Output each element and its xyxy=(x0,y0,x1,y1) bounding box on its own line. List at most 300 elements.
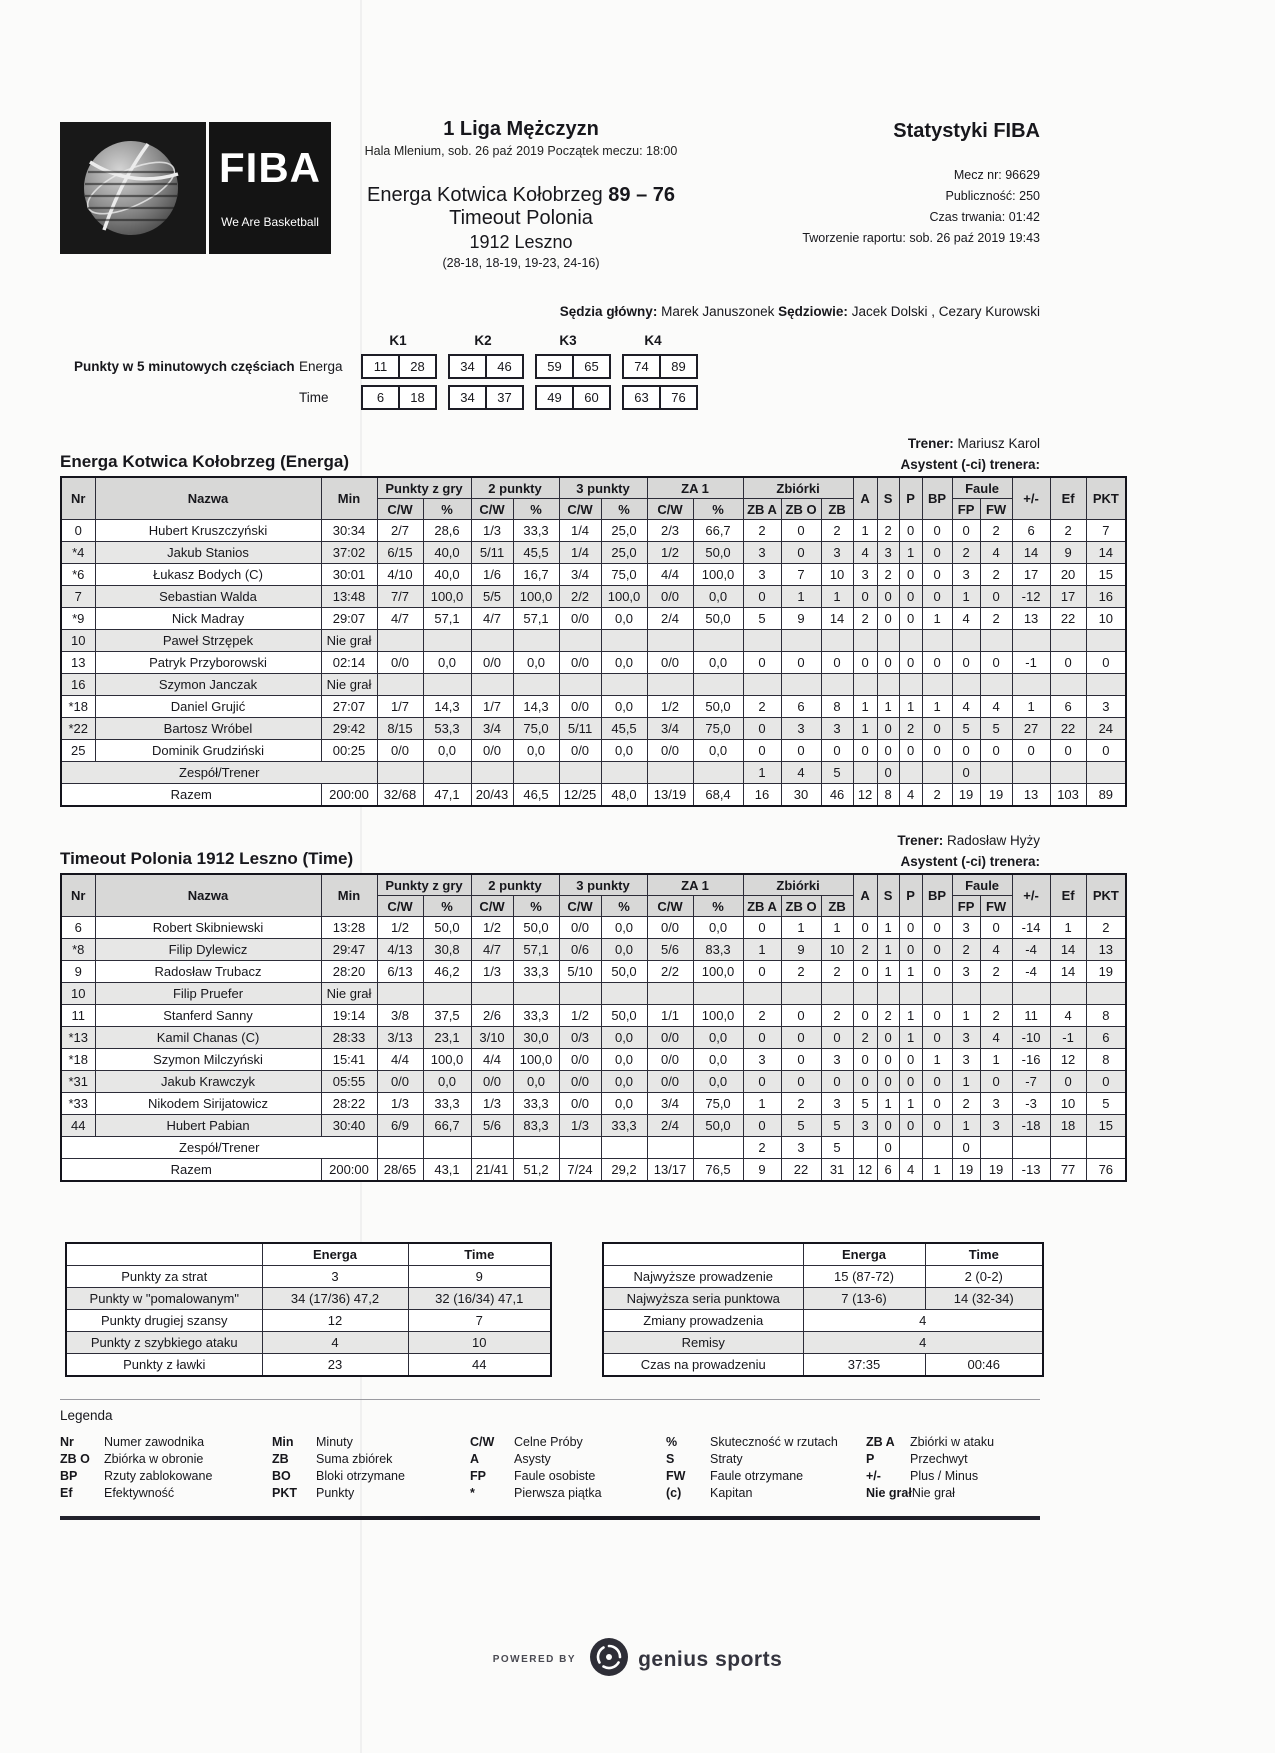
legend-item xyxy=(272,1452,470,1466)
stat-cell xyxy=(980,762,1012,784)
stat-cell: 5 xyxy=(743,608,781,630)
stat-cell: 0 xyxy=(781,1005,821,1027)
summary-column-header xyxy=(66,1243,262,1266)
stat-cell: -10 xyxy=(1012,1027,1050,1049)
stat-cell: 4/13 xyxy=(377,939,423,961)
player-minutes: 13:28 xyxy=(321,917,377,939)
column-header: PKT xyxy=(1086,874,1126,917)
stat-cell: 13 xyxy=(1012,608,1050,630)
legend-item xyxy=(60,1452,272,1466)
stat-cell: 6 xyxy=(1050,696,1086,718)
summary-value: 7 (13-6) xyxy=(803,1288,925,1310)
stat-cell: -13 xyxy=(1012,1159,1050,1182)
stat-cell: 0 xyxy=(877,762,899,784)
stat-cell: 0,0 xyxy=(693,740,743,762)
stat-cell: 47,1 xyxy=(423,784,471,807)
team-row-label: Zespół/Trener xyxy=(61,1137,377,1159)
quarter-period-label: K2 xyxy=(474,333,492,348)
stat-cell: 27 xyxy=(1012,718,1050,740)
summary-label: Remisy xyxy=(603,1332,803,1354)
legend-description: Rzuty zablokowane xyxy=(104,1469,213,1483)
team-coach-row xyxy=(61,1137,1126,1159)
stat-cell: 0 xyxy=(1086,652,1126,674)
score-cell: 28 xyxy=(398,356,435,377)
stat-cell: 5/10 xyxy=(559,961,601,983)
column-header: C/W xyxy=(647,896,693,917)
stat-cell: 100,0 xyxy=(423,1049,471,1071)
summary-label: Najwyższa seria punktowa xyxy=(603,1288,803,1310)
summary-value: 34 (17/36) 47,2 xyxy=(262,1288,408,1310)
column-header: A xyxy=(853,477,877,520)
coach-label: Trener: xyxy=(907,436,954,451)
stat-cell: 0 xyxy=(899,917,922,939)
stat-cell: 100,0 xyxy=(601,586,647,608)
stat-cell: 0 xyxy=(1086,740,1126,762)
stat-cell: 1 xyxy=(853,696,877,718)
stat-cell xyxy=(1086,674,1126,696)
legend-title: Legenda xyxy=(60,1408,113,1423)
player-minutes: 13:48 xyxy=(321,586,377,608)
stat-cell: 4/7 xyxy=(471,939,513,961)
stat-cell: 0 xyxy=(899,939,922,961)
stat-cell: 0 xyxy=(743,1027,781,1049)
quarter-headers xyxy=(361,333,1040,351)
stat-cell: 20 xyxy=(1050,564,1086,586)
column-header: Ef xyxy=(1050,477,1086,520)
player-minutes: 30:34 xyxy=(321,520,377,542)
match-score-line xyxy=(332,184,710,230)
stat-cell: 13/19 xyxy=(647,784,693,807)
stat-cell: 3 xyxy=(853,1115,877,1137)
legend-item xyxy=(272,1486,470,1500)
stat-cell: -4 xyxy=(1012,961,1050,983)
stat-cell xyxy=(693,1137,743,1159)
quarter-team-label: Time xyxy=(299,389,329,405)
assistant-coach-label: Asystent (-ci) trenera: xyxy=(900,854,1040,869)
score-cell: 46 xyxy=(485,356,522,377)
stat-cell xyxy=(513,674,559,696)
stat-cell: 0,0 xyxy=(601,652,647,674)
stat-cell: 1 xyxy=(952,1115,980,1137)
legend-abbr: C/W xyxy=(470,1435,495,1449)
summary-label: Zmiany prowadzenia xyxy=(603,1310,803,1332)
stat-cell: 14 xyxy=(1050,939,1086,961)
column-header: BP xyxy=(922,874,952,917)
stat-cell: 2 xyxy=(743,520,781,542)
stat-cell: 0/0 xyxy=(647,1049,693,1071)
player-number: 0 xyxy=(61,520,95,542)
stat-cell: 0 xyxy=(899,1049,922,1071)
stat-cell: 0/0 xyxy=(647,740,693,762)
player-row xyxy=(61,983,1126,1005)
player-minutes: 30:40 xyxy=(321,1115,377,1137)
legend-grid xyxy=(60,1435,1040,1500)
score-cell: 34 xyxy=(460,358,475,374)
stat-cell: 0 xyxy=(781,1049,821,1071)
stat-cell xyxy=(821,983,853,1005)
stat-cell: 15 xyxy=(1086,564,1126,586)
stat-cell: 2 xyxy=(980,520,1012,542)
stat-cell xyxy=(853,630,877,652)
column-header: FW xyxy=(980,499,1012,520)
legend-description: Celne Próby xyxy=(514,1435,583,1449)
stat-cell: 1 xyxy=(899,1093,922,1115)
stat-cell xyxy=(513,762,559,784)
stat-cell: 1 xyxy=(821,917,853,939)
summary-label: Punkty z ławki xyxy=(66,1354,262,1377)
stat-cell xyxy=(647,630,693,652)
stat-cell: 43,1 xyxy=(423,1159,471,1182)
stat-cell: 12 xyxy=(853,784,877,807)
summary-value: 23 xyxy=(262,1354,408,1377)
legend-description: Zbiórka w obronie xyxy=(104,1452,204,1466)
stat-cell xyxy=(559,630,601,652)
stat-cell: 3 xyxy=(821,718,853,740)
legend-item xyxy=(866,1435,1040,1449)
stat-cell xyxy=(1012,762,1050,784)
stat-cell xyxy=(423,1137,471,1159)
stat-cell: 0,0 xyxy=(423,740,471,762)
stat-cell: 0/0 xyxy=(377,740,423,762)
stat-cell: 7/24 xyxy=(559,1159,601,1182)
legend-item xyxy=(866,1452,1040,1466)
stat-cell: 1/1 xyxy=(647,1005,693,1027)
stat-cell: -14 xyxy=(1012,917,1050,939)
quarter-period-label: K3 xyxy=(559,333,577,348)
legend-description: Nie grał xyxy=(911,1486,955,1500)
stat-cell: 4/7 xyxy=(471,608,513,630)
stat-cell: 51,2 xyxy=(513,1159,559,1182)
column-header: FP xyxy=(952,896,980,917)
stat-cell: 0 xyxy=(743,740,781,762)
column-header: % xyxy=(513,896,559,917)
stat-cell: 9 xyxy=(781,939,821,961)
stat-cell xyxy=(853,674,877,696)
legend-description: Bloki otrzymane xyxy=(316,1469,405,1483)
stat-cell: 2 xyxy=(922,784,952,807)
player-name: Paweł Strzępek xyxy=(95,630,321,652)
stat-cell: 6 xyxy=(1086,1027,1126,1049)
stat-cell: 0,0 xyxy=(693,917,743,939)
player-number: 9 xyxy=(61,961,95,983)
stat-cell: 8 xyxy=(1086,1005,1126,1027)
stat-cell: 1 xyxy=(877,961,899,983)
player-minutes: 15:41 xyxy=(321,1049,377,1071)
stat-cell: 0/0 xyxy=(647,1027,693,1049)
stat-cell: 50,0 xyxy=(693,1115,743,1137)
stat-cell xyxy=(980,630,1012,652)
player-number: *31 xyxy=(61,1071,95,1093)
stat-cell xyxy=(647,762,693,784)
stat-cell xyxy=(471,983,513,1005)
stat-cell: 100,0 xyxy=(693,564,743,586)
stat-cell: 2 xyxy=(781,1093,821,1115)
quarter-score-pair xyxy=(535,385,611,410)
stat-cell: 4/4 xyxy=(471,1049,513,1071)
stat-cell: 0 xyxy=(922,652,952,674)
stat-cell xyxy=(647,983,693,1005)
stat-cell: 0 xyxy=(877,1115,899,1137)
stat-cell: 2 xyxy=(743,696,781,718)
stat-cell: 0 xyxy=(899,740,922,762)
stat-cell: 1 xyxy=(922,696,952,718)
stat-cell: 1 xyxy=(952,586,980,608)
stat-cell: 0 xyxy=(877,1071,899,1093)
stat-cell: 1/6 xyxy=(471,564,513,586)
stat-cell: 0 xyxy=(743,961,781,983)
stat-cell: 7 xyxy=(1086,520,1126,542)
stat-cell: 0 xyxy=(1086,1071,1126,1093)
score-cell: 49 xyxy=(547,389,562,405)
player-name: Patryk Przyborowski xyxy=(95,652,321,674)
stat-cell: 5/5 xyxy=(471,586,513,608)
stat-cell: 68,4 xyxy=(693,784,743,807)
stat-cell: 3/4 xyxy=(647,1093,693,1115)
stat-cell: 0/0 xyxy=(559,1049,601,1071)
stat-cell: 28/65 xyxy=(377,1159,423,1182)
stat-cell: 0 xyxy=(922,1071,952,1093)
stat-cell: 3 xyxy=(781,1137,821,1159)
stat-cell: 4 xyxy=(853,542,877,564)
referee-line xyxy=(60,304,1040,319)
player-name: Hubert Pabian xyxy=(95,1115,321,1137)
stat-cell: 40,0 xyxy=(423,542,471,564)
stat-cell: 13 xyxy=(1012,784,1050,807)
stat-cell: 14 xyxy=(821,608,853,630)
assistant-coach-label: Asystent (-ci) trenera: xyxy=(900,457,1040,472)
legend-item xyxy=(470,1435,666,1449)
stat-cell: 0 xyxy=(952,652,980,674)
stat-cell: 0 xyxy=(899,520,922,542)
quarter-row-1 xyxy=(60,384,1040,410)
summary-value: 12 xyxy=(262,1310,408,1332)
player-row xyxy=(61,1005,1126,1027)
stat-cell: 4 xyxy=(980,696,1012,718)
player-number: *22 xyxy=(61,718,95,740)
player-row xyxy=(61,1071,1126,1093)
stat-cell: 0 xyxy=(877,740,899,762)
stat-cell xyxy=(781,674,821,696)
player-name: Filip Pruefer xyxy=(95,983,321,1005)
stat-cell: 28,6 xyxy=(423,520,471,542)
stat-cell: 0 xyxy=(922,740,952,762)
legend-abbr: BP xyxy=(60,1469,78,1483)
stat-cell: 1 xyxy=(853,718,877,740)
column-header: +/- xyxy=(1012,477,1050,520)
stat-cell: 1 xyxy=(1050,917,1086,939)
summary-label: Najwyższe prowadzenie xyxy=(603,1266,803,1288)
stat-cell: 0 xyxy=(980,652,1012,674)
column-header: 2 punkty xyxy=(471,874,559,896)
column-header: Faule xyxy=(952,477,1012,499)
player-number: 11 xyxy=(61,1005,95,1027)
stat-cell: 3/4 xyxy=(647,718,693,740)
stat-cell: 5 xyxy=(821,1115,853,1137)
stat-cell: 3 xyxy=(952,564,980,586)
column-header: S xyxy=(877,477,899,520)
player-number: *6 xyxy=(61,564,95,586)
column-header: ZB xyxy=(821,896,853,917)
player-row xyxy=(61,740,1126,762)
stat-cell xyxy=(877,630,899,652)
stat-cell: 8 xyxy=(877,784,899,807)
stat-cell: -18 xyxy=(1012,1115,1050,1137)
stat-cell xyxy=(1012,630,1050,652)
stat-cell: -16 xyxy=(1012,1049,1050,1071)
stat-cell: 0 xyxy=(980,1071,1012,1093)
column-header: P xyxy=(899,874,922,917)
stat-cell: 3/8 xyxy=(377,1005,423,1027)
legend-description: Zbiórki w ataku xyxy=(910,1435,995,1449)
score-cell: 34 xyxy=(460,389,475,405)
stat-cell: 4 xyxy=(899,1159,922,1182)
column-header: P xyxy=(899,477,922,520)
summary-row xyxy=(66,1310,551,1332)
legend-description: Plus / Minus xyxy=(910,1469,979,1483)
stat-cell: 0 xyxy=(853,586,877,608)
stat-cell: 24 xyxy=(1086,718,1126,740)
player-name: Stanferd Sanny xyxy=(95,1005,321,1027)
legend-abbr: Min xyxy=(272,1435,294,1449)
stat-cell xyxy=(743,630,781,652)
stat-cell: 1/4 xyxy=(559,542,601,564)
score-cell: 63 xyxy=(634,389,649,405)
stat-cell: 66,7 xyxy=(693,520,743,542)
venue-line: Hala Mlenium, sob. 26 paź 2019 Początek meczu: 18:00 xyxy=(364,144,678,158)
stat-cell xyxy=(423,630,471,652)
stat-cell: 0 xyxy=(877,586,899,608)
summary-column-header: Energa xyxy=(803,1243,925,1266)
summary-row xyxy=(603,1354,1043,1377)
stat-cell: 5 xyxy=(781,1115,821,1137)
column-header: Faule xyxy=(952,874,1012,896)
player-name: Hubert Kruszczyński xyxy=(95,520,321,542)
player-row xyxy=(61,542,1126,564)
summary-row xyxy=(603,1266,1043,1288)
summary-value: 15 (87-72) xyxy=(803,1266,925,1288)
stat-cell: 57,1 xyxy=(423,608,471,630)
stat-cell xyxy=(877,983,899,1005)
stat-cell: 1/3 xyxy=(377,1093,423,1115)
stat-cell: 0 xyxy=(877,1049,899,1071)
stat-cell: 89 xyxy=(1086,784,1126,807)
stat-cell: 0 xyxy=(952,762,980,784)
stat-cell xyxy=(601,1137,647,1159)
stat-cell: 2 xyxy=(821,961,853,983)
column-header: % xyxy=(693,896,743,917)
legend-item xyxy=(470,1452,666,1466)
stat-cell: 1 xyxy=(743,939,781,961)
league-title: 1 Liga Mężczyzn xyxy=(443,118,599,140)
team-points-summary-table xyxy=(65,1242,552,1377)
stat-cell: 1/3 xyxy=(471,961,513,983)
stat-cell xyxy=(1050,630,1086,652)
stat-cell: 6/13 xyxy=(377,961,423,983)
summary-value: 44 xyxy=(408,1354,551,1377)
stat-cell: 19 xyxy=(980,1159,1012,1182)
coach-name: Mariusz Karol xyxy=(957,436,1040,451)
stat-cell: 22 xyxy=(781,1159,821,1182)
stat-cell: 46,5 xyxy=(513,784,559,807)
player-row xyxy=(61,696,1126,718)
column-header: C/W xyxy=(647,499,693,520)
player-minutes: 27:07 xyxy=(321,696,377,718)
final-score: 89 – 76 xyxy=(608,184,675,206)
summary-row xyxy=(66,1288,551,1310)
stat-cell: 75,0 xyxy=(513,718,559,740)
stat-cell: 0/0 xyxy=(647,917,693,939)
stat-cell: 0 xyxy=(877,608,899,630)
score-cell: 74 xyxy=(634,358,649,374)
column-header: ZB A xyxy=(743,499,781,520)
stat-cell: 1 xyxy=(743,762,781,784)
stat-cell: 2/7 xyxy=(377,520,423,542)
summary-row xyxy=(66,1332,551,1354)
quarter-breakdown: (28-18, 18-19, 19-23, 24-16) xyxy=(442,256,600,270)
stat-cell: 0 xyxy=(922,961,952,983)
stat-cell: 3 xyxy=(952,1049,980,1071)
quarter-caption: Punkty w 5 minutowych częściach xyxy=(74,358,295,374)
fiba-tagline: We Are Basketball xyxy=(221,215,319,229)
column-header: PKT xyxy=(1086,477,1126,520)
stat-cell xyxy=(980,1137,1012,1159)
fiba-text: FIBA xyxy=(219,144,321,191)
summary-label: Punkty za strat xyxy=(66,1266,262,1288)
stat-cell: 14 xyxy=(1050,961,1086,983)
player-number: *33 xyxy=(61,1093,95,1115)
stat-cell: 30 xyxy=(781,784,821,807)
summary-value: 32 (16/34) 47,1 xyxy=(408,1288,551,1310)
stat-cell xyxy=(952,983,980,1005)
stat-cell: 2 xyxy=(781,961,821,983)
report-meta xyxy=(710,112,1040,260)
stat-cell: 5 xyxy=(821,1137,853,1159)
stat-cell: 0 xyxy=(821,652,853,674)
stat-cell: 0/0 xyxy=(559,740,601,762)
stat-cell: 6/15 xyxy=(377,542,423,564)
player-row xyxy=(61,718,1126,740)
player-number: 25 xyxy=(61,740,95,762)
stat-cell: 22 xyxy=(1050,718,1086,740)
stat-cell: 53,3 xyxy=(423,718,471,740)
stat-cell: 1 xyxy=(899,696,922,718)
stat-cell xyxy=(513,1137,559,1159)
summary-value: 4 xyxy=(262,1332,408,1354)
player-row xyxy=(61,961,1126,983)
stat-cell: 19 xyxy=(952,1159,980,1182)
score-cell: 6 xyxy=(376,389,385,405)
stat-cell: 2 xyxy=(853,1027,877,1049)
stat-cell: 0,0 xyxy=(513,1071,559,1093)
stat-cell: 0 xyxy=(922,564,952,586)
player-minutes: 00:25 xyxy=(321,740,377,762)
totals-minutes: 200:00 xyxy=(321,784,377,807)
legend-description: Przechwyt xyxy=(910,1452,968,1466)
game-flow-summary-table xyxy=(602,1242,1044,1377)
stat-cell: 1/2 xyxy=(471,917,513,939)
stat-cell xyxy=(693,630,743,652)
stat-cell: 16 xyxy=(1086,586,1126,608)
summary-value: 10 xyxy=(408,1332,551,1354)
stat-cell xyxy=(1050,1137,1086,1159)
stat-cell: 2 xyxy=(952,939,980,961)
column-header: A xyxy=(853,874,877,917)
stat-cell: 3/4 xyxy=(559,564,601,586)
stat-cell: 7 xyxy=(781,564,821,586)
stat-cell: -3 xyxy=(1012,1093,1050,1115)
stat-cell: -4 xyxy=(1012,939,1050,961)
stat-cell: 2 xyxy=(877,564,899,586)
